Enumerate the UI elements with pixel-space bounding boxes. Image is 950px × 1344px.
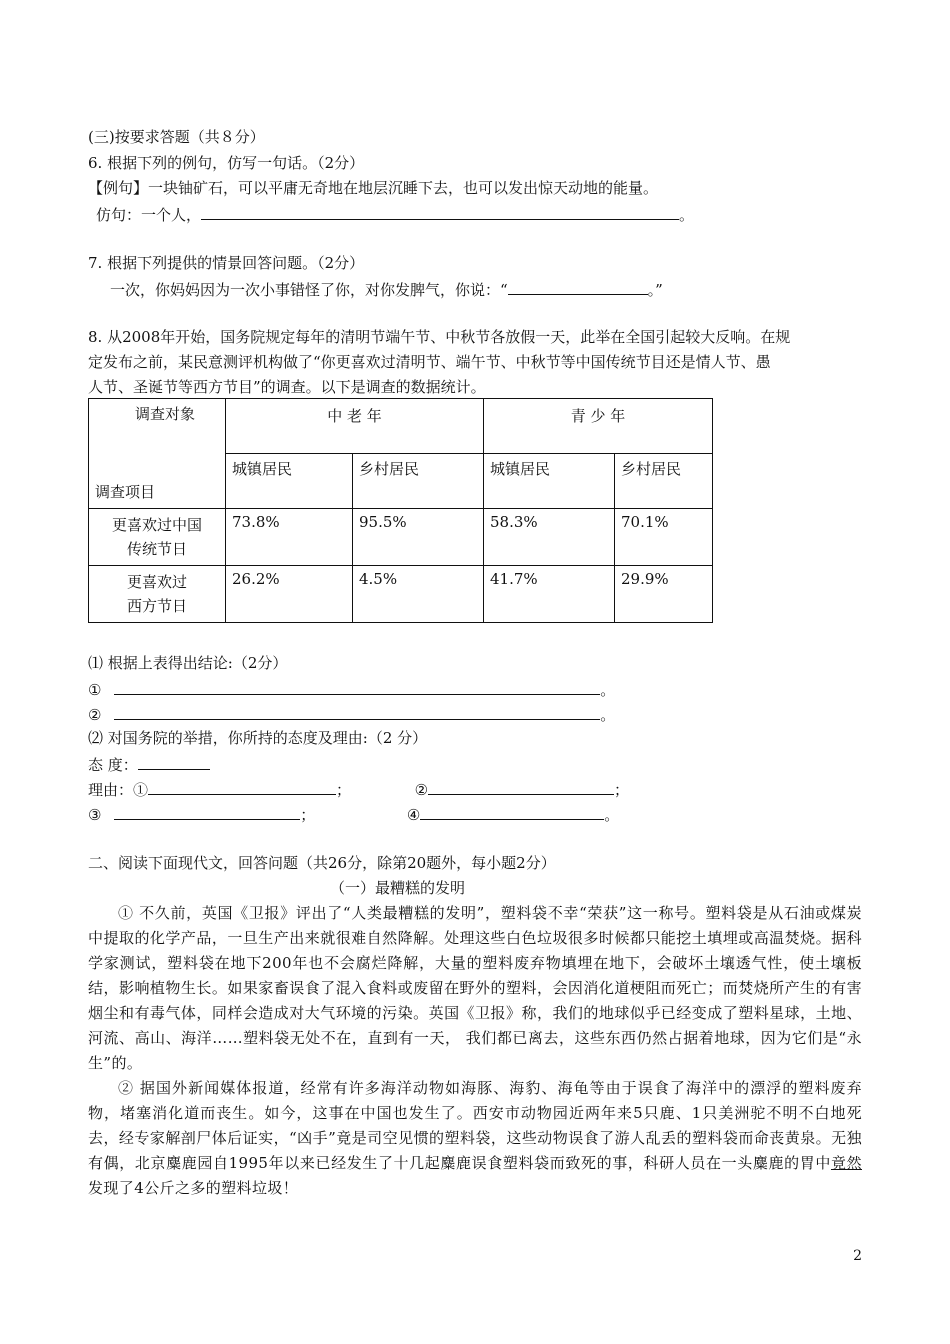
table-corner	[89, 399, 226, 509]
table-cell: 95.5%	[353, 509, 484, 566]
reason-line-1	[88, 778, 629, 800]
q8-intro-3: 人节、圣诞节等西方节目”的调查。以下是调查的数据统计。	[88, 378, 486, 396]
table-cell: 73.8%	[226, 509, 353, 566]
row1-label-2: 传统节日	[126, 540, 187, 558]
corner-bottom: 调查项目	[95, 483, 156, 501]
p2-text-after: 发现了4公斤之多的塑料垃圾！	[88, 1179, 299, 1197]
reason-4-blank[interactable]	[420, 803, 604, 820]
q6-prompt: 6. 根据下列的例句，仿写一句话。（2分）	[88, 154, 365, 172]
table-cell: 70.1%	[615, 509, 713, 566]
c1-period: 。	[600, 681, 616, 699]
table-cell: 41.7%	[484, 566, 615, 623]
c1-label: ①	[88, 681, 102, 699]
reason-label: 理由：①	[88, 781, 149, 799]
table-cell: 58.3%	[484, 509, 615, 566]
q8-sub1: ⑴ 根据上表得出结论:（2分）	[88, 654, 288, 672]
reason-3-semi: ；	[300, 806, 316, 824]
table-cell: 26.2%	[226, 566, 353, 623]
q7-end: 。”	[647, 281, 663, 299]
row-label	[89, 509, 226, 566]
q7-prompt: 7. 根据下列提供的情景回答问题。（2分）	[88, 254, 365, 272]
conclusion-1-blank[interactable]	[114, 678, 600, 695]
attitude-line	[88, 753, 210, 775]
sub-rural-1: 乡村居民	[353, 454, 484, 509]
q8-conclusion-2	[88, 703, 615, 725]
reason-4-period: 。	[604, 806, 620, 824]
q7-answer-blank[interactable]	[508, 278, 648, 295]
table-cell: 29.9%	[615, 566, 713, 623]
r3-label: ③	[88, 806, 102, 824]
attitude-blank[interactable]	[138, 753, 210, 770]
table-row	[89, 566, 713, 623]
r4-label: ④	[406, 806, 421, 824]
attitude-label: 态 度：	[88, 756, 138, 774]
reason-2-blank[interactable]	[428, 778, 614, 795]
part2-heading: 二、阅读下面现代文，回答问题（共26分，除第20题外，每小题2分）	[88, 854, 556, 872]
conclusion-2-blank[interactable]	[114, 703, 600, 720]
q7-scenario-line	[110, 278, 663, 300]
q7-scenario: 一次，你妈妈因为一次小事错怪了你，对你发脾气，你说：“	[110, 281, 508, 299]
reason-line-2	[88, 803, 619, 825]
reason-3-blank[interactable]	[114, 803, 300, 820]
q8-sub2: ⑵ 对国务院的举措，你所持的态度及理由:（2 分）	[88, 729, 428, 747]
q6-end: 。	[679, 206, 695, 224]
sub-urban-1: 城镇居民	[226, 454, 353, 509]
c2-period: 。	[600, 706, 616, 724]
row-label	[89, 566, 226, 623]
p2-underlined-word: 竟然	[830, 1154, 862, 1172]
article-paragraph-1: ① 不久前，英国《卫报》评出了“人类最糟糕的发明”，塑料袋不幸“荣获”这一称号。塑料袋是从石油或煤炭中提取的化学产品，一旦生产出来就很难自然降解。处理这些白色垃圾很多时候都只能挖土填埋或高温焚烧。据科学家测试，塑料袋在地下200年也不会腐烂降解，大量的塑料废弃物填埋在地下，会破坏土壤透气性，使土壤板结，影响植物生长。如果家畜误食了混入食料或废留在野外的塑料，会因消化道梗阻而死亡；而焚烧所产生的有害烟尘和有毒气体，同样会造成对大气环境的污染。英国《卫报》称，我们的地球似乎已经变成了塑料星球，土地、河流、高山、海洋……塑料袋无处不在，直到有一天， 我们都已离去，这些东西仍然占据着地球，因为它们是“永生”的。	[88, 904, 862, 1072]
q6-answer-blank[interactable]	[201, 203, 679, 220]
q8-conclusion-1	[88, 678, 615, 700]
q6-imitate-line	[96, 203, 694, 225]
sub-rural-2: 乡村居民	[615, 454, 713, 509]
reason-2-semi: ；	[614, 781, 630, 799]
reason-1-semi: ；	[336, 781, 352, 799]
c2-label: ②	[88, 706, 102, 724]
table-cell: 4.5%	[353, 566, 484, 623]
article-paragraph-2	[88, 1076, 862, 1201]
corner-top: 调查对象	[135, 405, 196, 423]
r2-label: ②	[414, 781, 429, 799]
row1-label-1: 更喜欢过中国	[111, 516, 202, 534]
q6-example: 【例句】一块铀矿石，可以平庸无奇地在地层沉睡下去，也可以发出惊天动地的能量。	[88, 179, 659, 197]
article-title: （一）最糟糕的发明	[330, 879, 466, 897]
p2-text-before: ② 据国外新闻媒体报道，经常有许多海洋动物如海豚、海豹、海龟等由于误食了海洋中的漂浮的塑料废弃物，堵塞消化道而丧生。如今，这事在中国也发生了。西安市动物园近两年来5只鹿、1只美洲驼不明不白地死去，经专家解剖尸体后证实，“凶手”竟是司空见惯的塑料袋，这些动物误食了游人乱丢的塑料袋而命丧黄泉。无独有偶，北京麋鹿园自1995年以来已经发生了十几起麋鹿误食塑料袋而致死的事，科研人员在一头麋鹿的胃中	[88, 1079, 862, 1172]
survey-table	[88, 398, 713, 623]
table-row	[89, 509, 713, 566]
q6-imitate-label: 仿句：一个人，	[96, 206, 202, 224]
page-number: 2	[853, 1248, 862, 1264]
reason-1-blank[interactable]	[148, 778, 336, 795]
group-youth: 青 少 年	[484, 399, 713, 454]
q8-intro-2: 定发布之前，某民意测评机构做了“你更喜欢过清明节、端午节、中秋节等中国传统节目还是情人节、愚	[88, 353, 771, 371]
group-middle-aged: 中 老 年	[226, 399, 484, 454]
row2-label-2: 西方节日	[126, 597, 187, 615]
sub-urban-2: 城镇居民	[484, 454, 615, 509]
row2-label-1: 更喜欢过	[126, 573, 187, 591]
section3-heading: (三)按要求答题（共８分）	[88, 128, 265, 146]
q8-intro-1: 8. 从2008年开始，国务院规定每年的清明节端午节、中秋节各放假一天，此举在全国引起较大反响。在规	[88, 328, 791, 346]
